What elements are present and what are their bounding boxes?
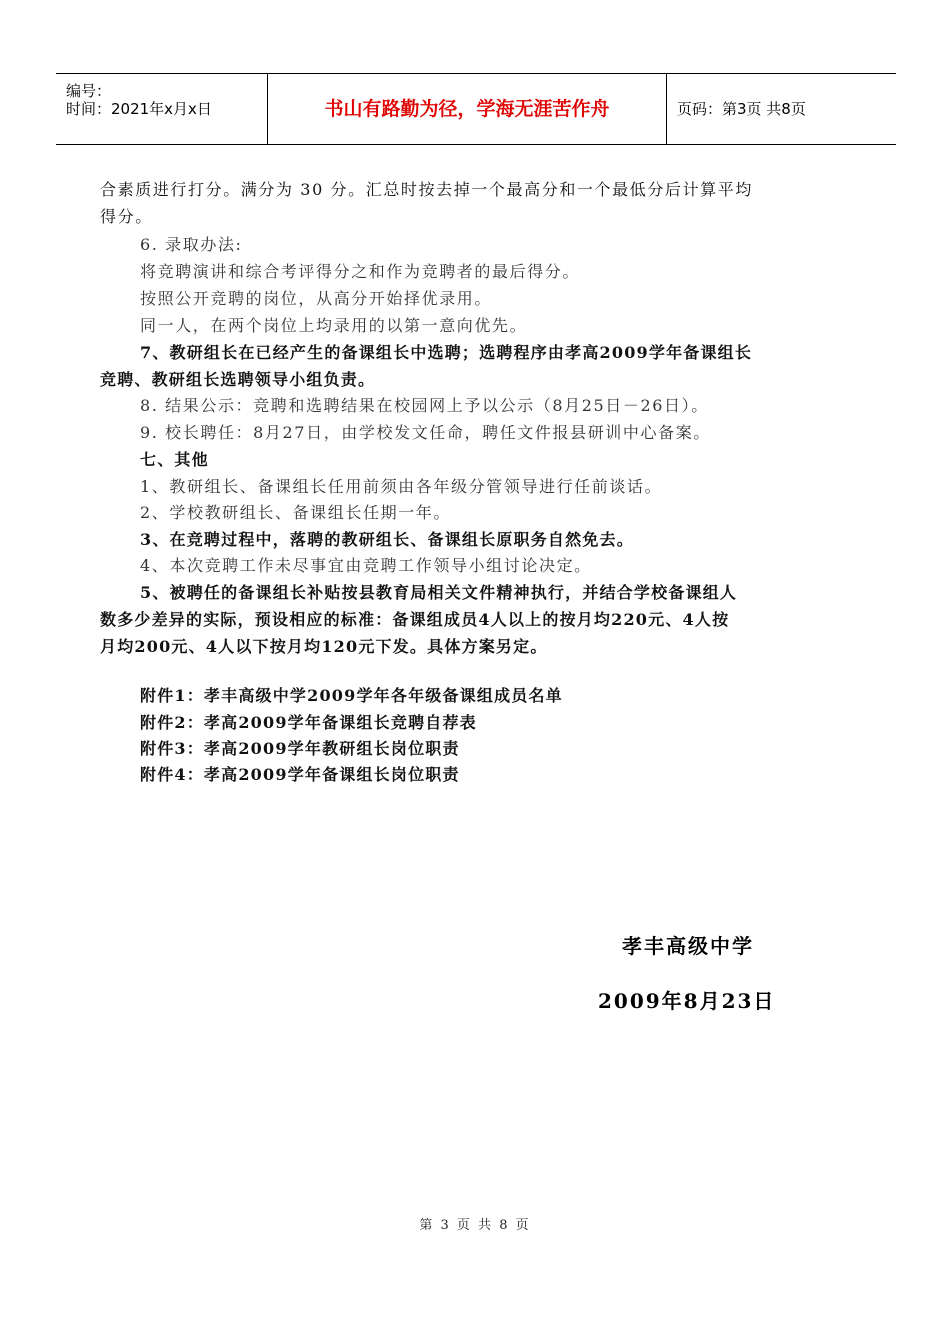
- section-7-line-2: 竞聘、教研组长选聘领导小组负责。: [100, 370, 376, 389]
- other-item-2: 2、学校教研组长、备课组长任期一年。: [140, 503, 451, 522]
- section-7-line-1: 7、教研组长在已经产生的备课组长中选聘；选聘程序由孝高2009学年备课组长: [140, 343, 753, 362]
- page-header: [56, 73, 896, 145]
- other-item-5-line-3: 月均200元、4人以下按月均120元下发。具体方案另定。: [100, 637, 548, 656]
- header-page-cell: [666, 74, 896, 144]
- attachment-4: 附件4：孝高2009学年备课组长岗位职责: [140, 765, 460, 784]
- section-9-line: 9. 校长聘任：8月27日，由学校发文任命，聘任文件报县研训中心备案。: [140, 423, 711, 442]
- attachment-3: 附件3：孝高2009学年教研组长岗位职责: [140, 739, 460, 758]
- attachment-2: 附件2：孝高2009学年备课组长竞聘自荐表: [140, 713, 477, 732]
- other-item-4: 4、本次竞聘工作未尽事宜由竞聘工作领导小组讨论决定。: [140, 556, 592, 575]
- header-page-number: 页码：第3页 共8页: [677, 100, 806, 118]
- signature-organization: 孝丰高级中学: [622, 934, 754, 958]
- body-line-6: 同一人，在两个岗位上均录用的以第一意向优先。: [140, 316, 528, 335]
- body-line-5: 按照公开竞聘的岗位，从高分开始择优录用。: [140, 289, 493, 308]
- header-meta-cell: [56, 74, 268, 144]
- document-number: 编号：: [66, 82, 112, 100]
- section-6-heading: 6. 录取办法:: [140, 235, 243, 254]
- section-seven-heading: 七、其他: [140, 450, 209, 469]
- page-footer: 第 3 页 共 8 页: [419, 1218, 531, 1233]
- body-line-4: 将竞聘演讲和综合考评得分之和作为竞聘者的最后得分。: [140, 262, 581, 281]
- section-8-line: 8. 结果公示：竞聘和选聘结果在校园网上予以公示（8月25日－26日）。: [140, 396, 709, 415]
- other-item-1: 1、教研组长、备课组长任用前须由各年级分管领导进行任前谈话。: [140, 477, 663, 496]
- header-motto: 书山有路勤为径，学海无涯苦作舟: [324, 98, 610, 120]
- body-line-1: 合素质进行打分。满分为 30 分。汇总时按去掉一个最高分和一个最低分后计算平均: [100, 180, 753, 199]
- attachment-1: 附件1：孝丰高级中学2009学年各年级备课组成员名单: [140, 686, 563, 705]
- other-item-5-line-2: 数多少差异的实际，预设相应的标准：备课组成员4人以上的按月均220元、4人按: [100, 610, 730, 629]
- body-line-2: 得分。: [100, 207, 153, 226]
- signature-date: 2009年8月23日: [598, 989, 776, 1013]
- other-item-5-line-1: 5、被聘任的备课组长补贴按县教育局相关文件精神执行，并结合学校备课组人: [140, 583, 738, 602]
- document-time: 时间：2021年x月x日: [66, 100, 212, 118]
- other-item-3: 3、在竞聘过程中，落聘的教研组长、备课组长原职务自然免去。: [140, 530, 634, 549]
